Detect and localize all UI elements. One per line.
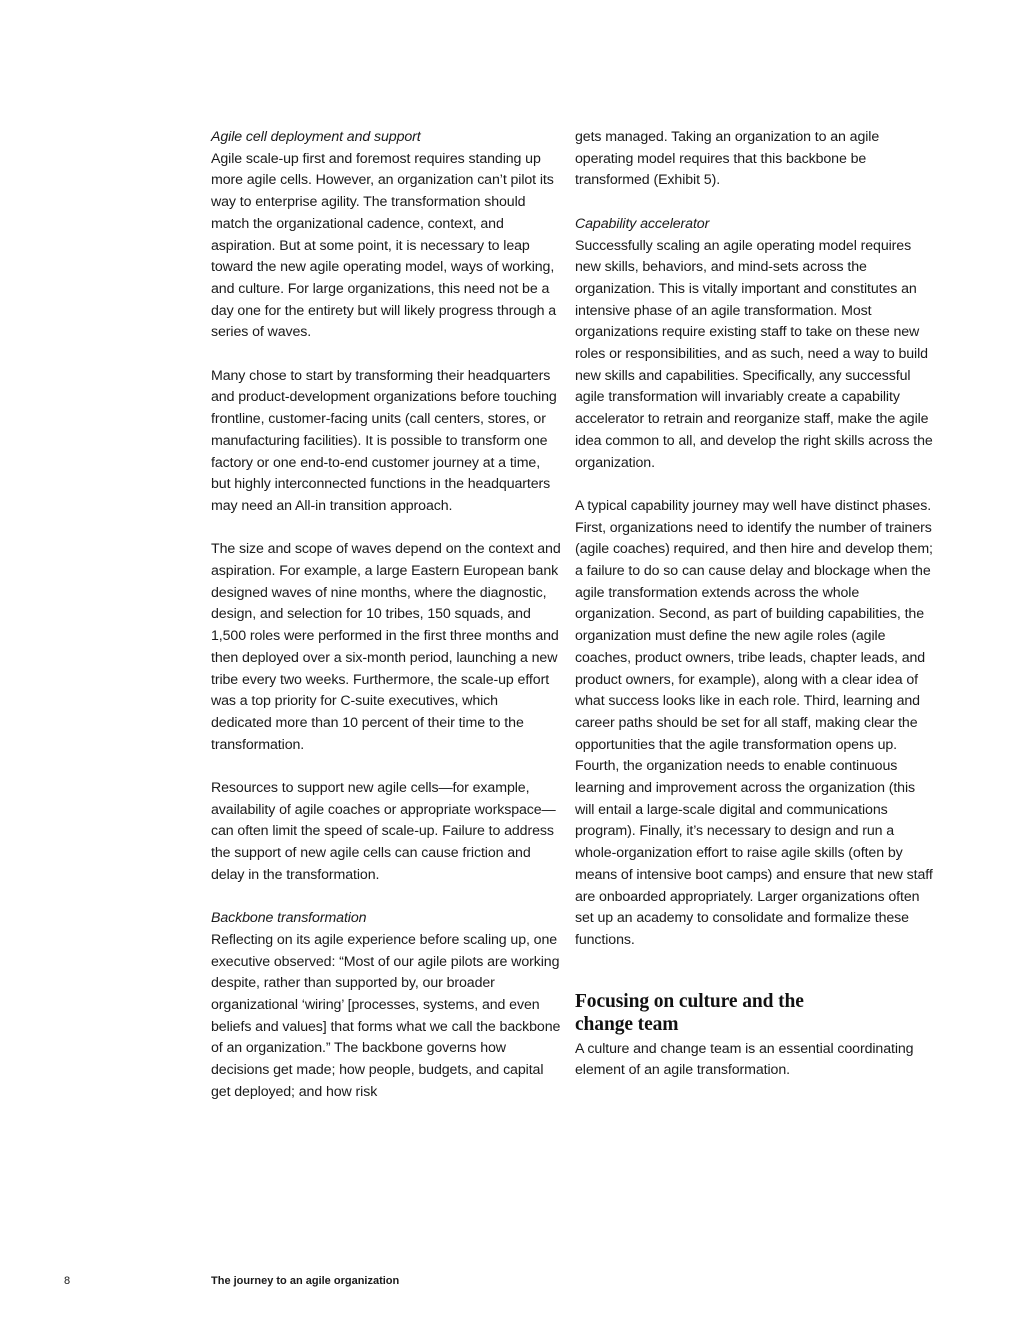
- footer-document-title: The journey to an agile organization: [211, 1275, 400, 1287]
- page-number: 8: [64, 1275, 71, 1287]
- paragraph: Reflecting on its agile experience before scaling up, one executive observed: “Most of our agile pilots are working despite, rather than supported by, our broader organizational ‘wiring’ [processes, systems, and even beliefs and values] that forms what we call the backbone of an organization.” The backbone governs how decisions get made; how people, budgets, and capital get deployed; and how risk: [211, 931, 561, 1100]
- paragraph: Many chose to start by transforming their headquarters and product-development organizations before touching frontline, customer-facing units (call centers, stores, or manufacturing facilities). It is possible to transform one factory or one end-to-end customer journey at a time, but highly interconnected functions in the headquarters may need an All-in transition approach.: [211, 367, 557, 514]
- section-heading-culture: Focusing on culture and the change team: [575, 990, 804, 1035]
- paragraph: Agile scale-up first and foremost requires standing up more agile cells. However, an organization can’t pilot its way to enterprise agility. The transformation should match the organizational cadence, context, and aspiration. But at some point, it is necessary to leap toward the new agile operating model, ways of working, and culture. For large organizations, this need not be a day one for the entirety but will likely progress through a series of waves.: [211, 150, 557, 341]
- paragraph: A typical capability journey may well have distinct phases. First, organizations need to identify the number of trainers (agile coaches) required, and then hire and develop them; a failure to do so can cause delay and blockage when the agile transformation extends across the whole organization. Second, as part of building capabilities, the organization must define the new agile roles (agile coaches, product owners, tribe leads, chapter leads, and product owners, for example), along with a clear idea of what success looks like in each role. Third, learning and career paths should be set for all staff, making clear the opportunities that the agile transformation opens up. Fourth, the organization needs to enable continuous learning and improvement across the organization (this will entail a large-scale digital and communications program). Finally, it’s necessary to design and run a whole-organization effort to raise agile skills (often by means of intensive boot camps) and ensure that new staff are onboarded appropriately. Larger organizations often set up an academy to consolidate and formalize these functions.: [575, 497, 933, 948]
- subhead-agile-cell-deployment: Agile cell deployment and support: [211, 129, 421, 145]
- subhead-backbone-transformation: Backbone transformation: [211, 910, 367, 927]
- right-column: [575, 127, 935, 1104]
- left-column: [211, 127, 561, 1125]
- subhead-capability-accelerator: Capability accelerator: [575, 215, 710, 232]
- paragraph: A culture and change team is an essential coordinating element of an agile transformation.: [575, 1040, 914, 1079]
- paragraph-continuation: gets managed. Taking an organization to an agile operating model requires that this backbone be transformed (Exhibit 5).: [575, 129, 880, 189]
- paragraph: Resources to support new agile cells—for example, availability of agile coaches or appropriate workspace—can often limit the speed of scale-up. Failure to address the support of new agile cells can cause friction and delay in the transformation.: [211, 780, 556, 883]
- paragraph: Successfully scaling an agile operating model requires new skills, behaviors, and mind-sets across the organization. This is vitally important and constitutes an intensive phase of an agile transformation. Most organizations require existing staff to take on these new roles or responsibilities, and as such, need a way to build new skills and capabilities. Specifically, any successful agile transformation will invariably create a capability accelerator to retrain and reorganize staff, make the agile idea common to all, and develop the right skills across the organization.: [575, 237, 933, 471]
- paragraph: The size and scope of waves depend on the context and aspiration. For example, a large Eastern European bank designed waves of nine months, where the diagnostic, design, and selection for 10 tribes, 150 squads, and 1,500 roles were performed in the first three months and then deployed over a six-month period, launching a new tribe every two weeks. Furthermore, the scale-up effort was a top priority for C-suite executives, which dedicated more than 10 percent of their time to the transformation.: [211, 541, 561, 753]
